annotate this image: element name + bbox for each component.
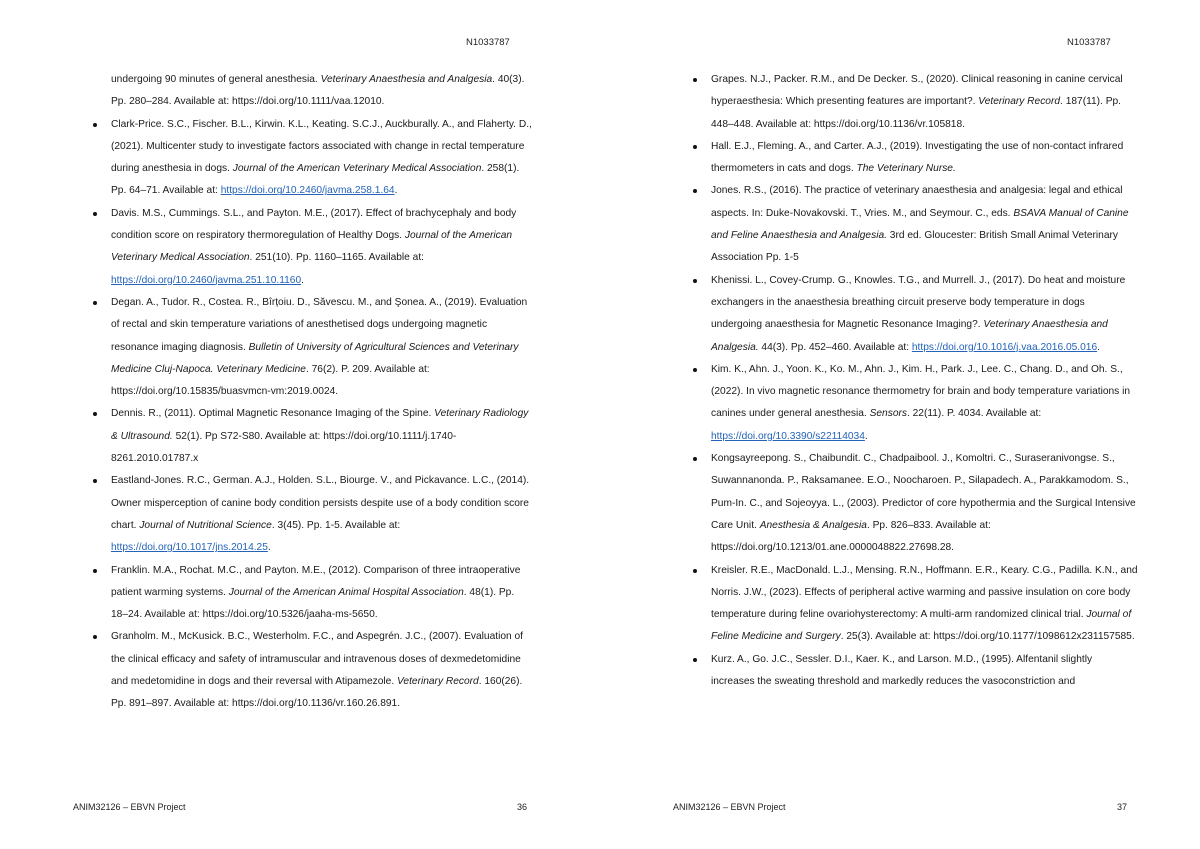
reference-text: . 48(1). Pp. 18–24. Available at: https://doi.org/10.5326/jaaha-ms-5650.	[111, 586, 515, 621]
reference-text: 3rd ed. Gloucester: British Small Animal Veterinary Association Pp. 1-5	[711, 230, 1118, 264]
reference-item	[693, 560, 1138, 649]
reference-item	[93, 470, 533, 559]
doi-link[interactable]: https://doi.org/10.2460/javma.251.10.1160	[111, 274, 302, 286]
reference-text: .	[301, 274, 304, 286]
footer-title: ANIM32126 – EBVN Project	[73, 802, 186, 812]
reference-item	[693, 270, 1138, 359]
reference-text: . 251(10). Pp. 1160–1165. Available at:	[249, 252, 424, 264]
journal-title: Veterinary Record	[396, 676, 479, 688]
reference-text: .	[267, 542, 271, 554]
doi-link[interactable]: https://doi.org/10.1017/jns.2014.25	[111, 542, 268, 554]
journal-title: Veterinary Anaesthesia and Analgesia.	[711, 319, 1108, 353]
reference-text: undergoing 90 minutes of general anesthesia.	[111, 74, 321, 85]
reference-text: 44(3). Pp. 452–460. Available at:	[758, 341, 912, 353]
reference-text: . 22(11). P. 4034. Available at:	[906, 408, 1042, 420]
reference-item	[693, 180, 1138, 269]
page-37	[600, 0, 1200, 849]
journal-title: The Veterinary Nurse.	[856, 163, 956, 175]
footer-title: ANIM32126 – EBVN Project	[673, 802, 786, 812]
reference-text: Khenissi. L., Covey-Crump. G., Knowles. T.G., and Murrell. J., (2017). Do heat and moisture exchangers in the anaesthesia breathing circuit preserve body temperature in dogs undergoing anaesthesia for Magnetic Resonance Imaging?.	[711, 274, 1126, 331]
journal-title: Sensors	[869, 408, 907, 420]
reference-text: Kongsayreepong. S., Chaibundit. C., Chadpaibool. J., Komoltri. C., Suraseranivongse. S., Suwannanonda. P., Raksamanee. E.O., Noocharoen. P., Silapadech. A., Parakkamodom. S., Pum-In. C., and Sojeoyya. L., (2003). Predictor of core hypothermia and the Surgical Intensive Care Unit.	[711, 453, 1136, 531]
reference-item	[93, 403, 533, 470]
doi-link[interactable]: https://doi.org/10.1016/j.vaa.2016.05.016	[911, 341, 1098, 353]
reference-text: Franklin. M.A., Rochat. M.C., and Payton. M.E., (2012). Comparison of three intraoperative patient warming systems.	[111, 564, 521, 598]
reference-item	[693, 649, 1138, 694]
reference-item	[93, 203, 533, 292]
reference-item	[693, 136, 1138, 181]
page-number: 37	[1117, 802, 1128, 812]
reference-text: Granholm. M., McKusick. B.C., Westerholm. F.C., and Aspegrén. J.C., (2007). Evaluation of the clinical efficacy and safety of intramuscular and intravenous doses of dexmedetomidine and medetomidine in dogs and their reversal with Atipamezole.	[111, 631, 523, 688]
reference-text: . 76(2). P. 209. Available at: https://doi.org/10.15835/buasvmcn-vm:2019.0024.	[111, 363, 430, 398]
header-student-id: N1033787	[466, 37, 510, 48]
journal-title: Journal of Nutritional Science	[139, 519, 272, 531]
reference-text: Eastland-Jones. R.C., German. A.J., Holden. S.L., Biourge. V., and Pickavance. L.C., (2014). Owner misperception of canine body condition persists despite use of a body condition score chart.	[111, 475, 530, 531]
reference-text: Kim. K., Ahn. J., Yoon. K., Ko. M., Ahn. J., Kim. H., Park. J., Lee. C., Chang. D., and Oh. S., (2022). In vivo magnetic resonance thermometry for brain and body temperature variations in canines under general anesthesia.	[711, 363, 1131, 420]
reference-text: .	[394, 185, 398, 197]
reference-item	[93, 114, 533, 203]
page-number: 36	[517, 802, 528, 812]
reference-text: . 258(1). Pp. 64–71. Available at:	[111, 163, 520, 197]
reference-text: Davis. M.S., Cummings. S.L., and Payton. M.E., (2017). Effect of brachycephaly and body condition score on respiratory thermoregulation of Healthy Dogs.	[111, 207, 517, 242]
reference-item	[93, 560, 533, 627]
reference-text: . Pp. 826–833. Available at: https://doi.org/10.1213/01.ane.0000048822.27698.28.	[711, 519, 991, 554]
reference-text: . 160(26). Pp. 891–897. Available at: https://doi.org/10.1136/vr.160.26.891.	[111, 676, 523, 710]
reference-text: Degan. A., Tudor. R., Costea. R., Bîrțoiu. D., Săvescu. M., and Şonea. A., (2019). Evaluation of rectal and skin temperature variations of anesthetised dogs undergoing magnetic resonance imaging diagnosis.	[111, 296, 528, 353]
doi-link[interactable]: https://doi.org/10.2460/javma.258.1.64	[220, 185, 395, 197]
reference-item	[93, 292, 533, 403]
journal-title: Journal of the American Veterinary Medical Association	[232, 163, 482, 175]
reference-continued	[93, 69, 533, 114]
reference-text: Grapes. N.J., Packer. R.M., and De Decker. S., (2020). Clinical reasoning in canine cervical hyperaesthesia: Which presenting features are important?.	[711, 74, 1123, 108]
journal-title: Veterinary Anaesthesia and Analgesia	[320, 74, 493, 85]
reference-text: Jones. R.S., (2016). The practice of veterinary anaesthesia and analgesia: legal and ethical aspects. In: Duke-Novakovski. T., Vries. M., and Seymour. C., eds.	[711, 185, 1123, 219]
reference-text: . 3(45). Pp. 1-5. Available at:	[271, 519, 401, 531]
reference-item	[693, 448, 1138, 559]
journal-title: Journal of the American Veterinary Medical Association	[111, 230, 513, 264]
reference-text: Clark-Price. S.C., Fischer. B.L., Kirwin. K.L., Keating. S.C.J., Auckburally. A., and Flaherty. D., (2021). Multicenter study to investigate factors associated with change in rectal temperature during anesthesia in dogs.	[111, 118, 532, 175]
journal-title: Anesthesia & Analgesia	[759, 519, 867, 531]
reference-item	[693, 69, 1138, 136]
header-student-id: N1033787	[1067, 37, 1111, 48]
reference-text: Kreisler. R.E., MacDonald. L.J., Mensing. R.N., Hoffmann. E.R., Keary. C.G., Padilla. K.N., and Norris. J.W., (2023). Effects of peripheral active warming and passive insulation on core body temperature during feline ovariohysterectomy: A multi-arm randomized clinical trial.	[711, 564, 1138, 621]
reference-text: Kurz. A., Go. J.C., Sessler. D.I., Kaer. K., and Larson. M.D., (1995). Alfentanil slightly increases the sweating threshold and markedly reduces the vasoconstriction and	[711, 653, 1093, 688]
journal-title: BSAVA Manual of Canine and Feline Anaesthesia and Analgesia.	[711, 207, 1129, 242]
reference-text: .	[1097, 341, 1100, 353]
journal-title: Journal of Feline Medicine and Surgery	[711, 609, 1132, 643]
reference-item	[93, 626, 533, 715]
journal-title: Veterinary Record	[978, 96, 1061, 108]
reference-text: Hall. E.J., Fleming. A., and Carter. A.J., (2019). Investigating the use of non-contact infrared thermometers in cats and dogs.	[711, 140, 1124, 175]
reference-text: . 187(11). Pp. 448–448. Available at: https://doi.org/10.1136/vr.105818.	[711, 96, 1122, 130]
reference-item	[693, 359, 1138, 448]
reference-text: Dennis. R., (2011). Optimal Magnetic Resonance Imaging of the Spine.	[111, 408, 435, 420]
journal-title: Journal of the American Animal Hospital Association	[228, 586, 464, 598]
journal-title: Bulletin of University of Agricultural Sciences and Veterinary Medicine Cluj-Napoca. Veterinary Medicine	[111, 341, 519, 375]
reference-text: 52(1). Pp S72-S80. Available at: https://doi.org/10.1111/j.1740-8261.2010.01787.x	[111, 430, 457, 465]
reference-list	[93, 69, 533, 716]
reference-text: . 40(3). Pp. 280–284. Available at: https://doi.org/10.1111/vaa.12010.	[111, 74, 525, 108]
doi-link[interactable]: https://doi.org/10.3390/s22114034	[711, 430, 865, 442]
journal-title: Veterinary Radiology & Ultrasound.	[111, 408, 529, 442]
reference-list	[693, 69, 1138, 693]
reference-text: .	[864, 430, 868, 442]
reference-text: . 25(3). Available at: https://doi.org/10.1177/1098612x231157585.	[840, 631, 1135, 643]
